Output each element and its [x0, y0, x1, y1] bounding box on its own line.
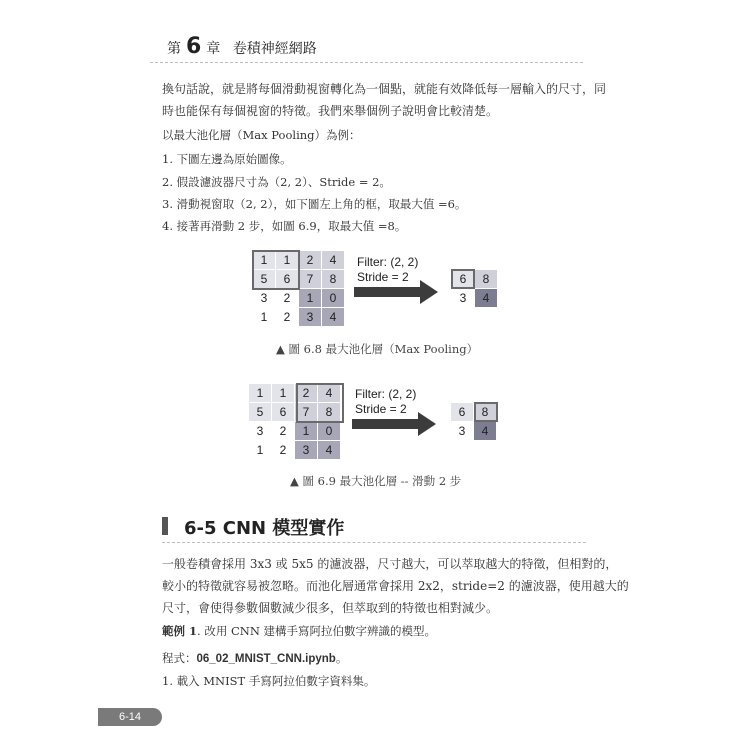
chapter-header	[167, 34, 317, 59]
filter-label: Filter: (2, 2)	[355, 387, 417, 401]
sliding-window-box	[296, 383, 344, 423]
example-intro: 以最大池化層（Max Pooling）為例：	[162, 128, 361, 142]
matrix-cell: 3	[295, 441, 318, 460]
step-3: 3. 滑動視窗取（2, 2），如下圖左上角的框，取最大值 =6。	[162, 197, 467, 211]
chapter-suffix: 章	[206, 41, 221, 57]
matrix-cell: 4	[322, 308, 345, 327]
step-1: 1. 下圖左邊為原始圖像。	[162, 152, 292, 166]
output-cell: 3	[452, 289, 475, 308]
output-cell: 6	[451, 403, 474, 422]
figure-1-arrow-icon	[354, 279, 440, 305]
program-end: 。	[335, 651, 348, 665]
matrix-cell: 8	[318, 403, 341, 422]
matrix-cell: 1	[299, 289, 322, 308]
matrix-cell: 8	[322, 270, 345, 289]
sliding-window-box	[252, 250, 300, 290]
matrix-cell: 1	[249, 441, 272, 460]
matrix-cell: 5	[249, 403, 272, 422]
section-rule	[162, 542, 586, 543]
program-filename: 06_02_MNIST_CNN.ipynb	[196, 653, 336, 665]
section-marker	[162, 517, 168, 535]
matrix-cell: 3	[253, 289, 276, 308]
stride-label: Stride = 2	[355, 402, 407, 416]
intro-line-2: 時也能保有每個視窗的特徵。我們來舉個例子說明會比較清楚。	[162, 104, 499, 118]
chapter-title: 卷積神經網路	[232, 41, 317, 57]
matrix-cell: 3	[249, 422, 272, 441]
figure-2-output-matrix	[450, 402, 497, 441]
matrix-cell: 2	[272, 422, 295, 441]
output-cell: 8	[475, 270, 498, 289]
chapter-prefix: 第	[167, 41, 181, 57]
output-cell: 8	[474, 403, 497, 422]
matrix-cell: 2	[299, 251, 322, 270]
stride-label: Stride = 2	[357, 270, 409, 284]
figure-1-caption: ▲ 圖 6.8 最大池化層（Max Pooling）	[276, 342, 479, 356]
filter-label: Filter: (2, 2)	[357, 255, 419, 269]
output-cell: 3	[451, 422, 474, 441]
matrix-cell: 2	[276, 308, 299, 327]
example-label-bold: 範例 1	[162, 624, 198, 638]
matrix-cell: 0	[318, 422, 341, 441]
matrix-cell: 1	[295, 422, 318, 441]
section-title: 6-5 CNN 模型實作	[184, 518, 345, 539]
output-cell: 4	[475, 289, 498, 308]
matrix-cell: 2	[276, 289, 299, 308]
matrix-cell: 2	[272, 441, 295, 460]
section-line-2: 較小的特徵就容易被忽略。而池化層通常會採用 2x2，stride=2 的濾波器，使用越大的	[162, 579, 629, 593]
example-label-text: . 改用 CNN 建構手寫阿拉伯數字辨識的模型。	[197, 624, 437, 638]
matrix-cell: 0	[322, 289, 345, 308]
matrix-cell: 4	[318, 441, 341, 460]
output-highlight-box	[474, 402, 498, 422]
matrix-cell: 1	[253, 308, 276, 327]
example-label	[162, 623, 436, 639]
section-paragraph	[162, 553, 629, 619]
matrix-cell: 2	[295, 384, 318, 403]
matrix-cell: 1	[249, 384, 272, 403]
matrix-cell: 6	[272, 403, 295, 422]
figure-2-caption: ▲ 圖 6.9 最大池化層 -- 滑動 2 步	[290, 474, 462, 488]
section-line-1: 一般卷積會採用 3x3 或 5x5 的濾波器，尺寸越大，可以萃取越大的特徵，但相對的，	[162, 557, 618, 571]
figure-2-arrow-icon	[352, 411, 438, 437]
step-4: 4. 接著再滑動 2 步，如圖 6.9，取最大值 =8。	[162, 219, 407, 233]
chapter-number: 6	[186, 34, 202, 59]
matrix-cell: 1	[253, 251, 276, 270]
step-2: 2. 假設濾波器尺寸為（2, 2）、Stride = 2。	[162, 175, 391, 189]
matrix-cell: 6	[276, 270, 299, 289]
matrix-cell: 7	[299, 270, 322, 289]
matrix-cell: 1	[276, 251, 299, 270]
figure-1-input-matrix	[252, 250, 345, 327]
load-step: 1. 載入 MNIST 手寫阿拉伯數字資料集。	[162, 674, 376, 688]
matrix-cell: 4	[322, 251, 345, 270]
program-label: 程式：	[162, 651, 197, 665]
matrix-cell: 4	[318, 384, 341, 403]
matrix-cell: 5	[253, 270, 276, 289]
header-rule	[150, 62, 583, 63]
intro-paragraph	[162, 78, 606, 122]
page-number: 6-14	[98, 708, 162, 726]
matrix-cell: 1	[272, 384, 295, 403]
section-line-3: 尺寸，會使得參數個數減少很多，但萃取到的特徵也相對減少。	[162, 601, 499, 615]
matrix-cell: 3	[299, 308, 322, 327]
figure-1-output-matrix	[451, 269, 498, 308]
intro-line-1: 換句話說，就是將每個滑動視窗轉化為一個點，就能有效降低每一層輸入的尺寸，同	[162, 82, 607, 96]
output-cell: 4	[474, 422, 497, 441]
output-highlight-box	[451, 269, 475, 289]
matrix-cell: 7	[295, 403, 318, 422]
figure-2-input-matrix	[248, 383, 341, 460]
output-cell: 6	[452, 270, 475, 289]
program-line	[162, 650, 347, 666]
